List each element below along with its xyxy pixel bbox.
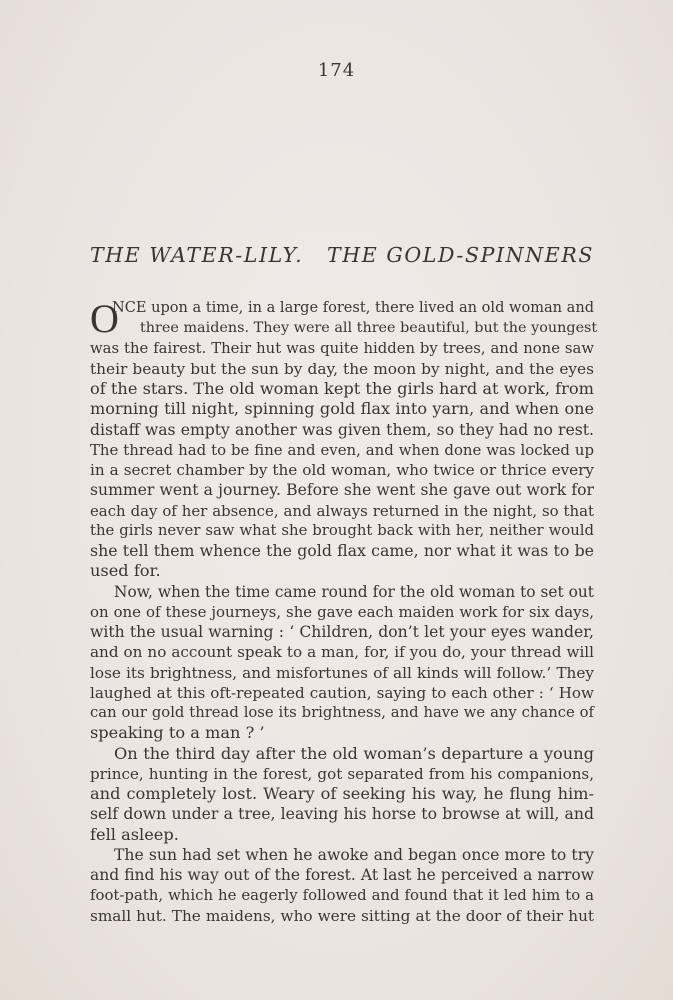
text-line: NCE upon a time, in a large forest, there lived an old woman and — [112, 300, 594, 316]
text-line: morning till night, spinning gold flax into yarn, and when one — [90, 399, 594, 419]
paragraph-4 — [90, 845, 594, 926]
text-line: was the fairest. Their hut was quite hidden by trees, and none saw — [90, 339, 594, 357]
paragraph-3 — [90, 744, 594, 845]
text-line: Now, when the time came round for the old woman to set out — [114, 582, 594, 601]
drop-cap: O — [90, 296, 119, 341]
text-line: she tell them whence the gold flax came, nor what it was to be — [90, 541, 594, 560]
paragraph-2 — [90, 582, 594, 744]
text-line: On the third day after the old woman’s departure a young — [114, 743, 594, 763]
text-line: in a secret chamber by the old woman, who twice or thrice every — [90, 461, 594, 479]
text-line: foot-path, which he eagerly followed and found that it led him to a — [90, 886, 594, 905]
page-number: 174 — [317, 60, 356, 81]
text-line: the girls never saw what she brought back with her, neither would — [90, 521, 594, 539]
text-line: their beauty but the sun by day, the moon by night, and the eyes — [90, 359, 594, 378]
text-line: The thread had to be fine and even, and when done was locked up — [90, 440, 594, 459]
text-line: of the stars. The old woman kept the girls hard at work, from — [90, 379, 594, 398]
text-line: summer went a journey. Before she went she gave out work for — [90, 481, 594, 500]
text-line: and on no account speak to a man, for, if you do, your thread will — [90, 643, 594, 662]
text-line: and find his way out of the forest. At last he perceived a narrow — [90, 866, 594, 884]
text-line: speaking to a man ? ’ — [90, 723, 265, 743]
title-water-lily: THE WATER-LILY. — [90, 243, 304, 267]
text-line: with the usual warning : ‘ Children, don’t let your eyes wander, — [90, 623, 594, 641]
chapter-title — [90, 243, 594, 267]
paragraph-1 — [90, 296, 598, 582]
text-line: on one of these journeys, she gave each maiden work for six days, — [90, 602, 594, 621]
text-line: lose its brightness, and misfortunes of all kinds will follow.’ They — [90, 663, 594, 682]
text-line: distaff was empty another was given them, so they had no rest. — [90, 420, 594, 439]
text-line: prince, hunting in the forest, got separated from his companions, — [90, 764, 594, 783]
text-line: laughed at this oft-repeated caution, saying to each other : ‘ How — [90, 683, 594, 702]
text-line: self down under a tree, leaving his horse to browse at will, and — [90, 804, 594, 824]
text-line: each day of her absence, and always returned in the night, so that — [90, 501, 594, 520]
text-line: fell asleep. — [90, 824, 179, 844]
text-line: used for. — [90, 561, 161, 581]
body-text — [90, 296, 598, 926]
text-line: The sun had set when he awoke and began once more to try — [114, 844, 594, 864]
text-line: small hut. The maidens, who were sitting at the door of their hut — [90, 906, 594, 925]
text-line: three maidens. They were all three beautiful, but the youngest — [140, 320, 598, 337]
title-gold-spinners: THE GOLD-SPINNERS — [326, 243, 594, 267]
text-line: can our gold thread lose its brightness, and have we any chance of — [90, 704, 594, 721]
text-line: and completely lost. Weary of seeking his way, he flung him- — [90, 784, 594, 803]
